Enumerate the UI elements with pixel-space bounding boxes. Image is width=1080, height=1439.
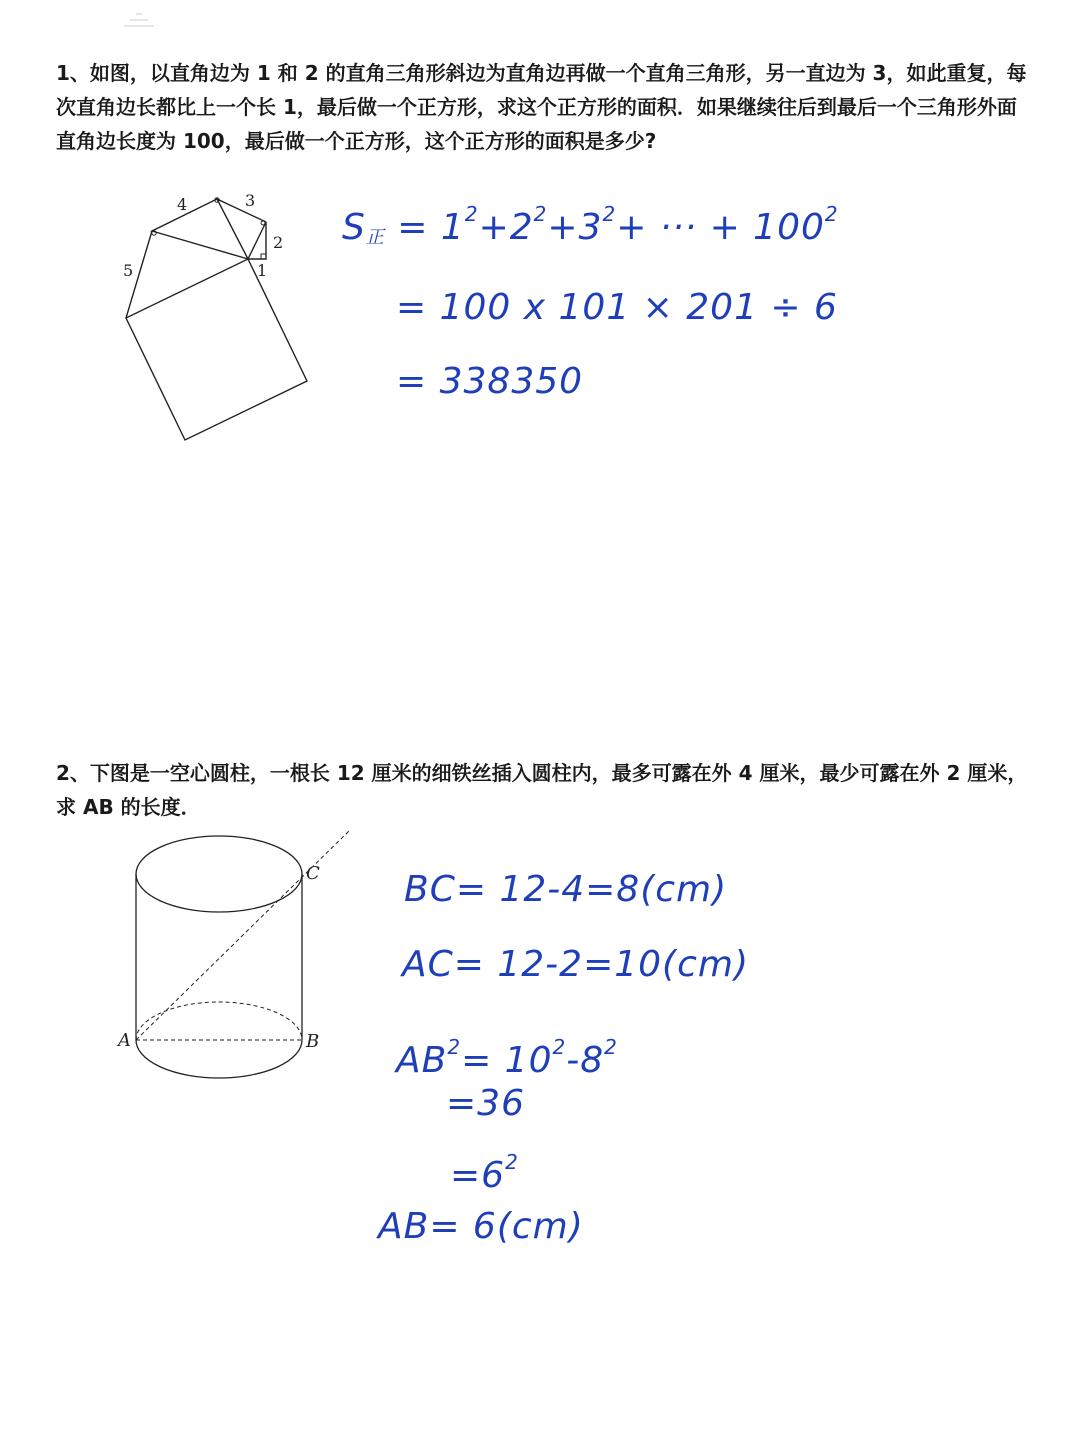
label-1: 1 <box>257 261 268 280</box>
problem-1-solution-line-2: = 100 x 101 × 201 ÷ 6 <box>396 287 838 328</box>
label-5: 5 <box>123 261 134 280</box>
problem-2-solution-line-6: AB= 6(cm) <box>378 1206 584 1247</box>
problem-2-solution-line-1: BC= 12-4=8(cm) <box>404 869 728 910</box>
label-B: B <box>306 1031 320 1052</box>
label-2: 2 <box>273 233 284 252</box>
label-A: A <box>118 1030 131 1051</box>
problem-1-solution-line-3: = 338350 <box>396 361 584 402</box>
label-C: C <box>306 863 320 884</box>
label-4: 4 <box>177 195 188 214</box>
faint-scan-mark <box>122 8 156 28</box>
problem-1-spiral-figure <box>110 185 330 455</box>
problem-2-solution-line-3: $AB^2= 10^2-8^2$ <box>396 1035 618 1081</box>
problem-2-solution-line-5: $=6^2$ <box>450 1150 519 1196</box>
problem-1-text: 1、如图，以直角边为 1 和 2 的直角三角形斜边为直角边再做一个直角三角形，另一直边为 3，如此重复，每次直角边长都比上一个长 1，最后做一个正方形，求这个正方形的面积．如果继续往后到最后一个三角形外面直角边长度为 100，最后做一个正方形，这个正方形的面积是多少? <box>56 61 1027 153</box>
problem-2-solution-line-4: =36 <box>446 1083 525 1124</box>
problem-1-solution-line-1: $S_正 = 1^2+2^2+3^2+$ ··· + $100^2$ <box>342 202 839 248</box>
outer-square <box>126 259 307 440</box>
problem-2-cylinder-figure <box>110 825 370 1090</box>
problem-2-solution-line-2: AC= 12-2=10(cm) <box>402 944 749 985</box>
problem-2-text: 2、下图是一空心圆柱，一根长 12 厘米的细铁丝插入圆柱内，最多可露在外 4 厘米，最少可露在外 2 厘米，求 AB 的长度． <box>56 761 1028 819</box>
label-3: 3 <box>245 191 256 210</box>
